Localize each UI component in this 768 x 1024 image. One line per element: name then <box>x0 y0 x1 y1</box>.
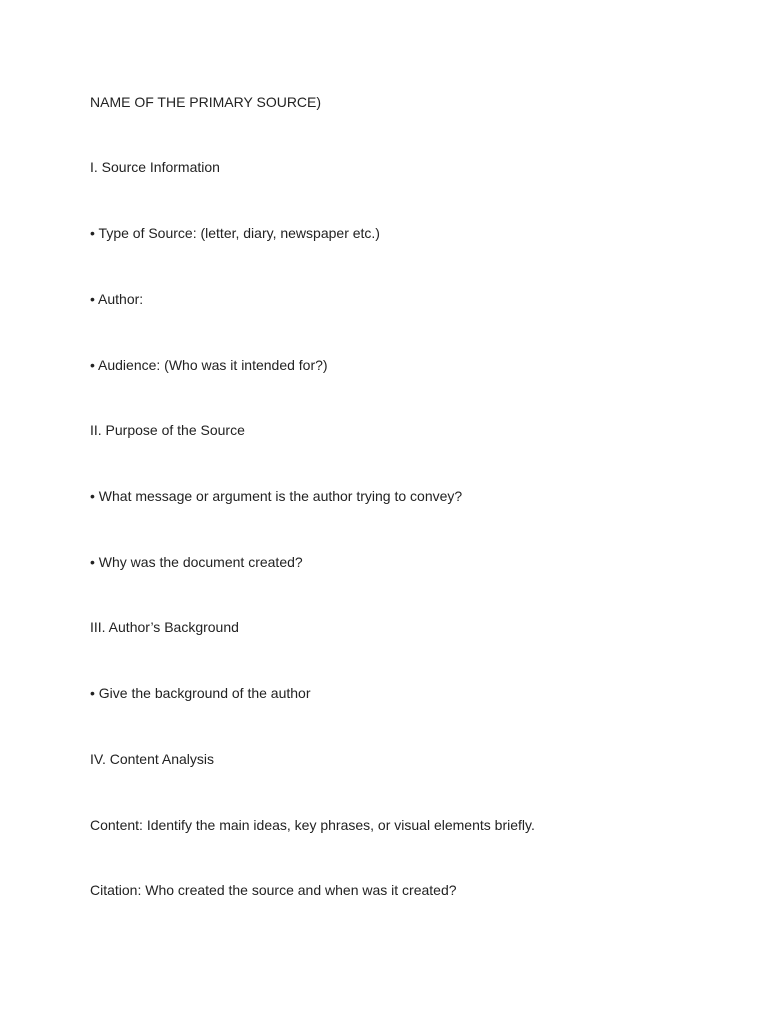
citation-prompt: Citation: Who created the source and when was it created? <box>90 882 457 898</box>
section-heading-purpose: II. Purpose of the Source <box>90 422 245 438</box>
bullet-why-created: • Why was the document created? <box>90 554 303 570</box>
bullet-author-background: • Give the background of the author <box>90 685 311 701</box>
section-heading-author-background: III. Author’s Background <box>90 619 239 635</box>
bullet-type-of-source: • Type of Source: (letter, diary, newspaper etc.) <box>90 225 380 241</box>
bullet-audience: • Audience: (Who was it intended for?) <box>90 357 328 373</box>
document-title: NAME OF THE PRIMARY SOURCE) <box>90 94 322 110</box>
section-heading-content-analysis: IV. Content Analysis <box>90 751 215 767</box>
bullet-message-argument: • What message or argument is the author trying to convey? <box>90 488 463 504</box>
section-heading-source-info: I. Source Information <box>90 159 220 175</box>
bullet-author: • Author: <box>90 291 144 307</box>
content-prompt: Content: Identify the main ideas, key phrases, or visual elements briefly. <box>90 817 535 833</box>
